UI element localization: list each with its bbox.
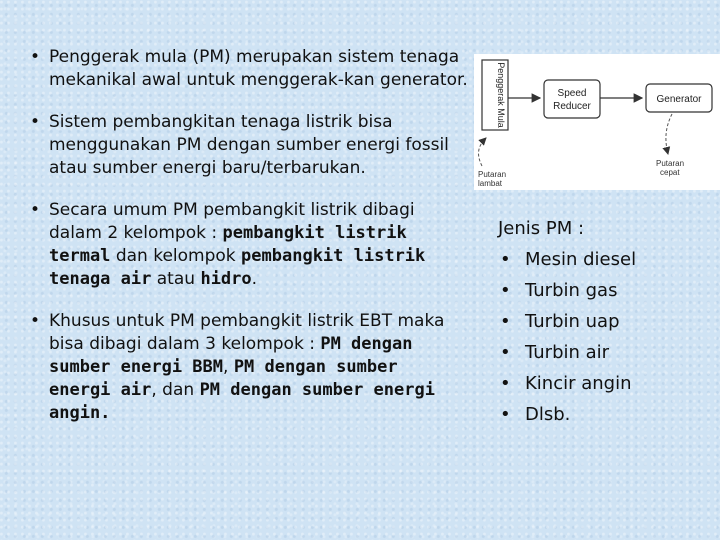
bullet-text-segment: , (223, 357, 234, 377)
fast-rotation-label: Putaran (656, 159, 685, 168)
bullet-text (49, 47, 468, 90)
prime-mover-label: Penggerak Mula (496, 62, 506, 128)
bullet-dot: • (30, 311, 41, 331)
bullet-text-segment: Khusus untuk PM pembangkit listrik EBT maka bisa dibagi dalam 3 kelompok : (49, 311, 445, 354)
bullet-item (28, 310, 468, 425)
bullet-text-segment: Sistem pembangkitan tenaga listrik bisa menggunakan PM dengan sumber energi fossil atau sumber energi baru/terbarukan. (49, 112, 449, 178)
bullet-text (49, 311, 444, 423)
speed-reducer-box (544, 80, 600, 118)
bullet-dot: • (500, 342, 511, 363)
list-item-label: Dlsb. (525, 404, 571, 425)
bullet-item (28, 199, 468, 291)
bullet-bold-segment: pembangkit listrik termal (49, 223, 407, 266)
pm-types-list (498, 213, 708, 430)
bullet-text-segment: atau (151, 269, 201, 289)
bullet-bold-segment: PM dengan sumber energi angin. (49, 380, 435, 423)
bullet-text-segment: , dan (151, 380, 200, 400)
diagram-svg (474, 54, 720, 190)
pm-types-heading: Jenis PM : (498, 218, 585, 239)
prime-mover-diagram (474, 54, 720, 190)
list-item-label: Kincir angin (525, 373, 632, 394)
bullet-bold-segment: pembangkit listrik tenaga air (49, 246, 426, 289)
speed-reducer-label: Reducer (553, 101, 591, 112)
list-item-label: Turbin air (525, 342, 610, 363)
bullet-text (49, 112, 449, 178)
bullet-dot: • (500, 311, 511, 332)
bullet-dot: • (500, 404, 511, 425)
slow-rotation-label: lambat (478, 179, 503, 188)
bullet-dot: • (500, 249, 511, 270)
bullet-dot: • (500, 373, 511, 394)
bullet-list (28, 46, 468, 444)
pm-types-items (498, 244, 708, 430)
bullet-text-segment: Penggerak mula (PM) merupakan sistem tenaga mekanikal awal untuk menggerak-kan generator. (49, 47, 468, 90)
list-item (498, 399, 708, 430)
list-item-label: Turbin uap (525, 311, 620, 332)
slow-rotation-label: Putaran (478, 170, 507, 179)
list-item (498, 368, 708, 399)
bullet-text-segment: Secara umum PM pembangkit listrik dibagi dalam 2 kelompok : (49, 200, 415, 243)
slow-rotation-arrow (479, 138, 486, 166)
bullet-dot: • (30, 47, 41, 67)
bullet-bold-segment: hidro (200, 269, 252, 289)
list-item (498, 275, 708, 306)
bullet-item (28, 46, 468, 92)
bullet-dot: • (30, 112, 41, 132)
list-item (498, 306, 708, 337)
bullet-text-segment: . (251, 269, 258, 289)
list-item-label: Turbin gas (525, 280, 618, 301)
speed-reducer-label: Speed (557, 88, 587, 99)
bullet-dot: • (30, 200, 41, 220)
bullet-text-segment: dan kelompok (110, 246, 242, 266)
bullet-bold-segment: PM dengan sumber energi BBM (49, 334, 413, 377)
bullet-bold-segment: PM dengan sumber energi air (49, 357, 398, 400)
bullet-text (49, 200, 425, 289)
bullet-dot: • (500, 280, 511, 301)
generator-label: Generator (656, 94, 702, 105)
list-item (498, 244, 708, 275)
list-item (498, 337, 708, 368)
list-item-label: Mesin diesel (525, 249, 637, 270)
fast-rotation-arrow (666, 114, 672, 154)
fast-rotation-label: cepat (660, 168, 680, 177)
bullet-item (28, 111, 468, 180)
